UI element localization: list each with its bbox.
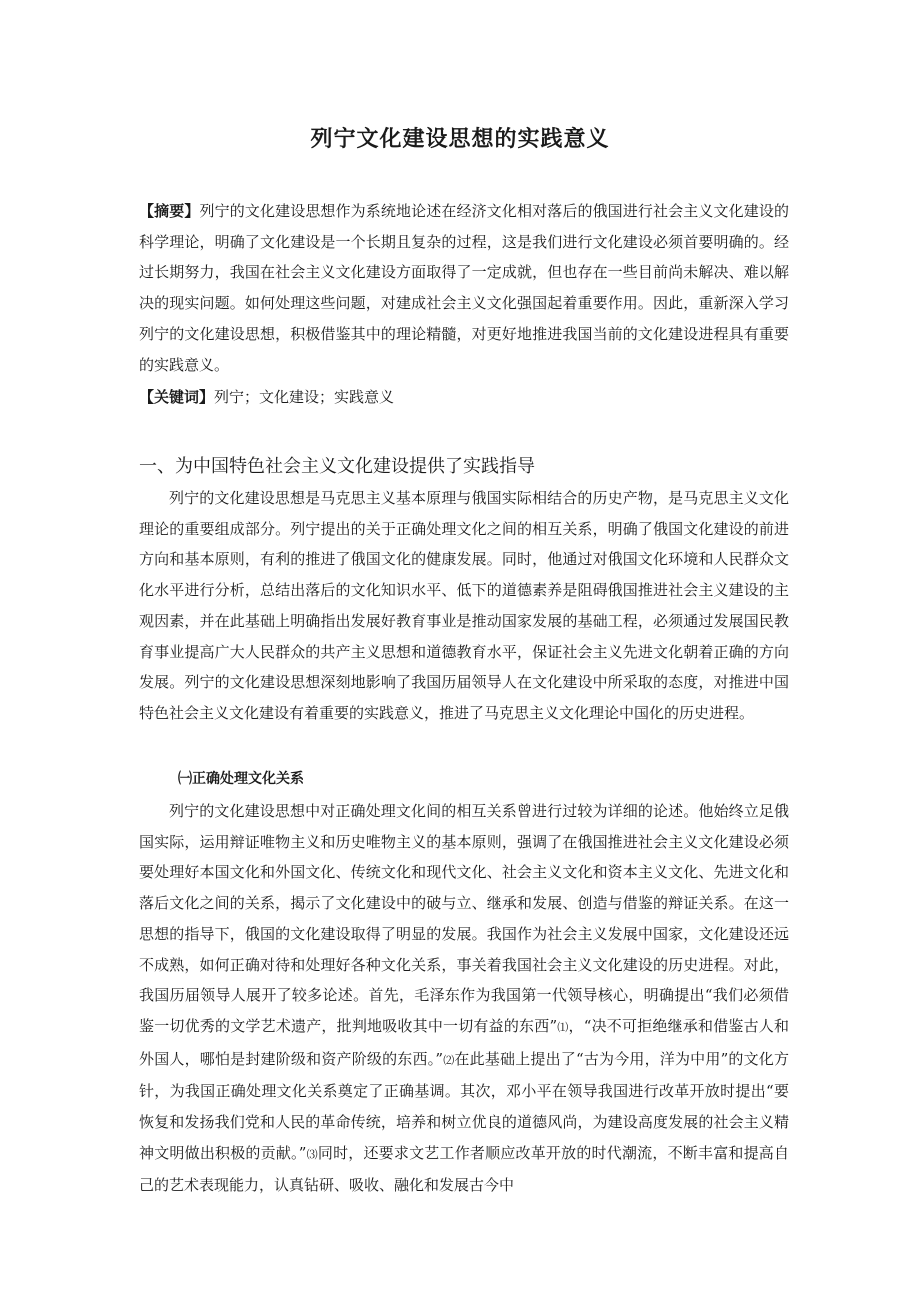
section-1-heading: 一、为中国特色社会主义文化建设提供了实践指导: [139, 456, 535, 477]
subsection-1-text-a: 列宁的文化建设思想中对正确处理文化间的相互关系曾进行过较为详细的论述。他始终立足俄国实际，运用辩证唯物主义和历史唯物主义的基本原则，强调了在俄国推进社会主义文化建设必须要处理好本国文化和外国文化、传统文化和现代文化、社会主义文化和资本主义文化、先进文化和落后文化之间的关系，揭示了文化建设中的破与立、继承和发展、创造与借鉴的辩证关系。在这一思想的指导下，俄国的文化建设取得了明显的发展。我国作为社会主义发展中国家，文化建设还远不成熟，如何正确对待和处理好各种文化关系，事关着我国社会主义文化建设的历史进程。对此，我国历届领导人展开了较多论述。首先，毛泽东作为我国第一代领导核心，明确提出“我们必须借鉴一切优秀的文学艺术遗产，批判地吸收其中一切有益的东西”: [139, 802, 789, 1035]
keywords-text: 列宁；文化建设；实践意义: [214, 388, 395, 406]
subsection-1-text-d: 同时，还要求文艺工作者顺应改革开放的时代潮流，不断丰富和提高自己的艺术表现能力，认真钻研、吸收、融化和发展古今中: [139, 1143, 790, 1195]
footnote-ref-2[interactable]: ⑵: [443, 1053, 455, 1067]
section-1-paragraph: 列宁的文化建设思想是马克思主义基本原理与俄国实际相结合的历史产物，是马克思主义文化理论的重要组成部分。列宁提出的关于正确处理文化之间的相互关系，明确了俄国文化建设的前进方向和基本原则，有利的推进了俄国文化的健康发展。同时，他通过对俄国文化环境和人民群众文化水平进行分析，总结出落后的文化知识水平、低下的道德素养是阻碍俄国推进社会主义建设的主观因素，并在此基础上明确指出发展好教育事业是推动国家发展的基础工程，必须通过发展国民教育事业提高广大人民群众的共产主义思想和道德教育水平，保证社会主义先进文化朝着正确的方向发展。列宁的文化建设思想深刻地影响了我国历届领导人在文化建设中所采取的态度，对推进中国特色社会主义文化建设有着重要的实践意义，推进了马克思主义文化理论中国化的历史进程。: [139, 489, 789, 722]
abstract-paragraph: [139, 196, 789, 380]
subsection-1-heading: ㈠正确处理文化关系: [178, 771, 304, 787]
abstract-text: 列宁的文化建设思想作为系统地论述在经济文化相对落后的俄国进行社会主义文化建设的科学理论，明确了文化建设是一个长期且复杂的过程，这是我们进行文化建设必须首要明确的。经过长期努力，我国在社会主义文化建设方面取得了一定成就，但也存在一些目前尚未解决、难以解决的现实问题。如何处理这些问题，对建成社会主义文化强国起着重要作用。因此，重新深入学习列宁的文化建设思想，积极借鉴其中的理论精髓，对更好地推进我国当前的文化建设进程具有重要的实践意义。: [139, 202, 789, 374]
footnote-ref-3[interactable]: ⑶: [306, 1147, 318, 1161]
abstract-label: 【摘要】: [139, 202, 200, 220]
subsection-1-text-b: ，“决不可拒绝继承和借鉴古人和外国人，哪怕是封建阶级和资产阶级的东西。”: [139, 1016, 790, 1068]
keywords-line: [139, 382, 789, 413]
subsection-1-text-c: 在此基础上提出了“古为今用，洋为中用”的文化方针，为我国正确处理文化关系奠定了正确基调。其次，邓小平在领导我国进行改革开放时提出“要恢复和发扬我们党和人民的革命传统，培养和树立优良的道德风尚，为建设高度发展的社会主义精神文明做出积极的贡献。”: [139, 1049, 790, 1162]
keywords-label: 【关键词】: [139, 388, 215, 406]
document-title: 列宁文化建设思想的实践意义: [310, 127, 610, 152]
subsection-1-paragraph: [139, 796, 789, 1201]
footnote-ref-1[interactable]: ⑴: [557, 1020, 569, 1034]
